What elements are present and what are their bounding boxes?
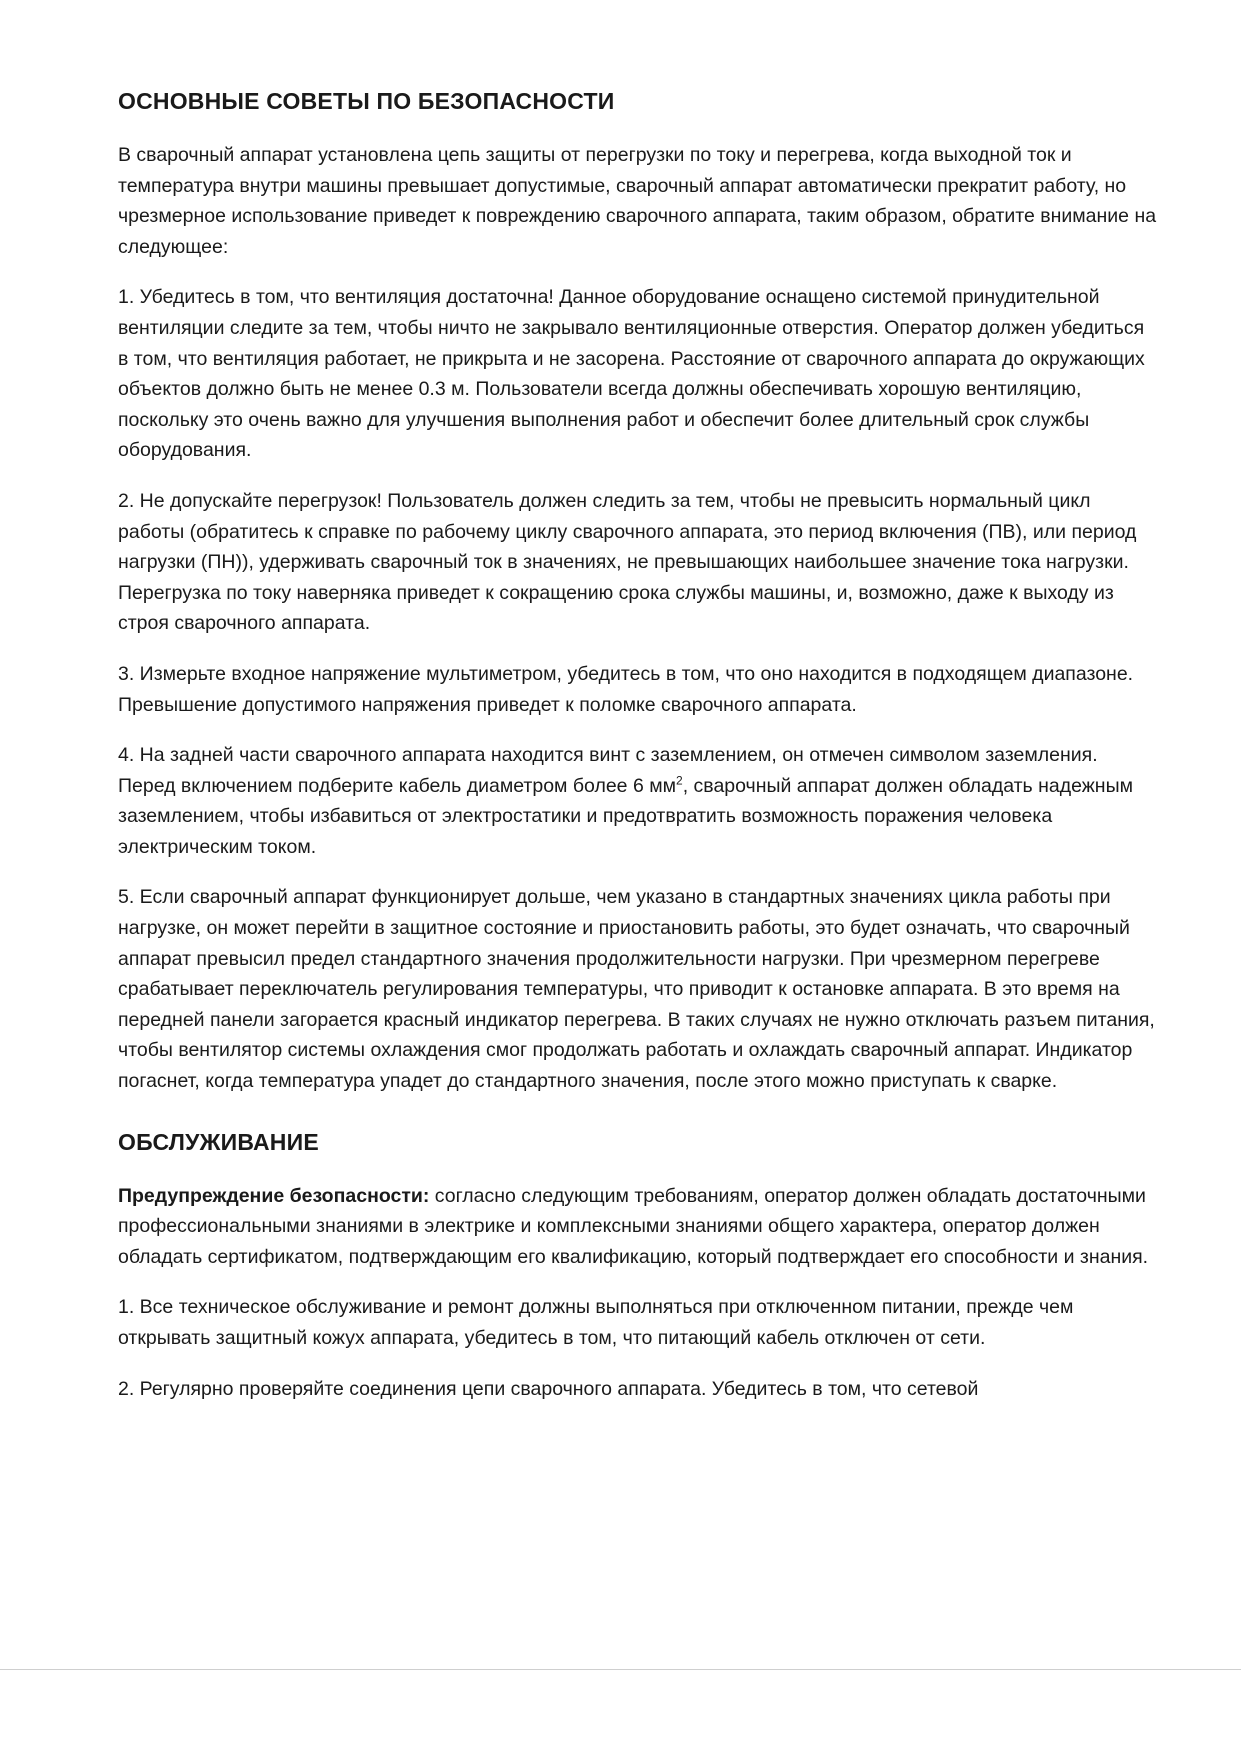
maintenance-warning-paragraph [118, 1181, 1158, 1273]
warning-label: Предупреждение безопасности: [118, 1184, 430, 1207]
page-bottom-divider [0, 1669, 1241, 1670]
section-heading-safety: ОСНОВНЫЕ СОВЕТЫ ПО БЕЗОПАСНОСТИ [118, 88, 615, 114]
safety-intro-paragraph: В сварочный аппарат установлена цепь защиты от перегрузки по току и перегрева, когда выходной ток и температура внутри машины превышает допустимые, сварочный аппарат автоматически прекратит работу, но чрезмерное использование приведет к повреждению сварочного аппарата, таким образом, обратите внимание на следующее: [118, 144, 1157, 258]
safety-item-4-text-before: 4. На задней части сварочного аппарата находится винт с заземлением, он отмечен символом заземления. Перед включением подберите кабель диаметром более 6 мм [118, 744, 1098, 797]
section-heading-maintenance: ОБСЛУЖИВАНИЕ [118, 1128, 319, 1155]
superscript-2: 2 [676, 773, 683, 788]
safety-item-1: 1. Убедитесь в том, что вентиляция достаточна! Данное оборудование оснащено системой принудительной вентиляции следите за тем, чтобы ничто не закрывало вентиляционные отверстия. Оператор должен убедиться в том, что вентиляция работает, не прикрыта и не засорена. Расстояние от сварочного аппарата до окружающих объектов должно быть не менее 0.3 м. Пользователи всегда должны обеспечивать хорошую вентиляцию, поскольку это очень важно для улучшения выполнения работ и обеспечит более длительный срок службы оборудования. [118, 286, 1145, 462]
safety-item-4 [118, 740, 1158, 862]
safety-item-2: 2. Не допускайте перегрузок! Пользователь должен следить за тем, чтобы не превысить нормальный цикл работы (обратитесь к справке по рабочему циклу сварочного аппарата, это период включения (ПВ), или период нагрузки (ПН)), удерживать сварочный ток в значениях, не превышающих наибольшее значение тока нагрузки. Перегрузка по току наверняка приведет к сокращению срока службы машины, и, возможно, даже к выходу из строя сварочного аппарата. [118, 489, 1137, 635]
safety-item-3: 3. Измерьте входное напряжение мультиметром, убедитесь в том, что оно находится в подходящем диапазоне. Превышение допустимого напряжения приведет к поломке сварочного аппарата. [118, 662, 1134, 716]
warning-text: согласно следующим требованиям, оператор должен обладать достаточными профессиональными знаниями в электрике и комплексными знаниями общего характера, оператор должен обладать сертификатом, подтверждающим его квалификацию, который подтверждает его способности и знания. [118, 1184, 1149, 1268]
safety-item-5: 5. Если сварочный аппарат функционирует дольше, чем указано в стандартных значениях цикла работы при нагрузке, он может перейти в защитное состояние и приостановить работы, это будет означать, что сварочный аппарат превысил предел стандартного значения продолжительности нагрузки. При чрезмерном перегреве срабатывает переключатель регулирования температуры, что приводит к остановке аппарата. В это время на передней панели загорается красный индикатор перегрева. В таких случаях не нужно отключать разъем питания, чтобы вентилятор системы охлаждения смог продолжать работать и охлаждать сварочный аппарат. Индикатор погаснет, когда температура упадет до стандартного значения, после этого можно приступать к сварке. [118, 886, 1155, 1093]
maintenance-item-1: 1. Все техническое обслуживание и ремонт должны выполняться при отключенном питании, прежде чем открывать защитный кожух аппарата, убедитесь в том, что питающий кабель отключен от сети. [118, 1296, 1074, 1349]
safety-item-4-text-after: , сварочный аппарат должен обладать надежным заземлением, чтобы избавиться от электростатики и предотвратить возможность поражения человека электрическим током. [118, 774, 1133, 858]
document-page [118, 86, 1158, 1424]
maintenance-item-2: 2. Регулярно проверяйте соединения цепи сварочного аппарата. Убедитесь в том, что сетевой [118, 1377, 979, 1400]
